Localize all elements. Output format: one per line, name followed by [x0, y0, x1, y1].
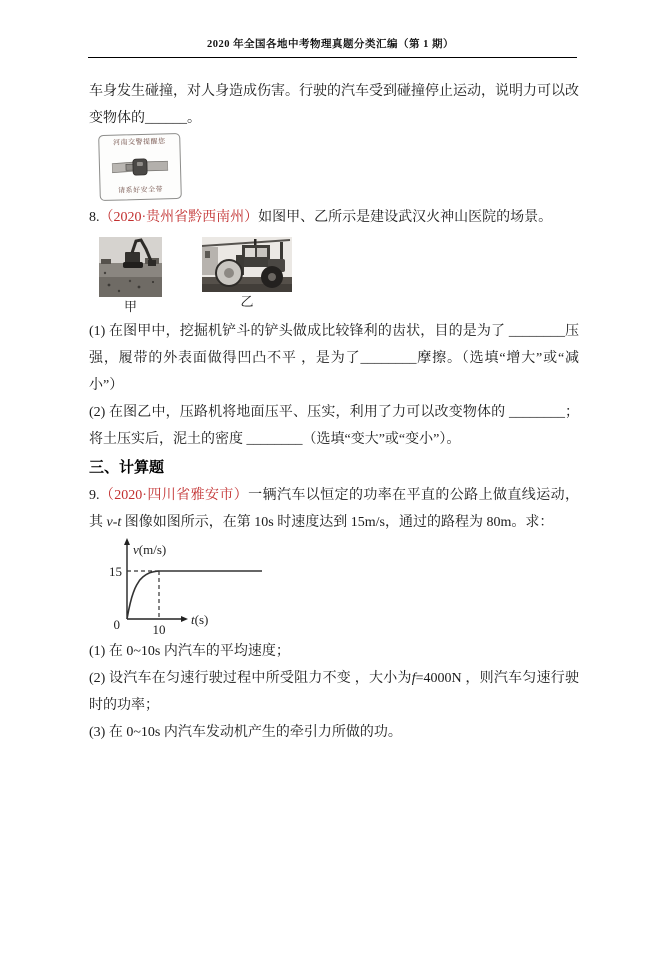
y-tick-15: 15: [109, 564, 122, 579]
sign-top-text: 河南交警提醒您: [113, 138, 166, 147]
q9-part2: [89, 665, 579, 719]
vt-graph-figure: [89, 538, 579, 638]
figure-yi: [202, 237, 292, 315]
page-header-title: 2020 年全国各地中考物理真题分类汇编（第 1 期）: [206, 39, 455, 50]
figure-jia: [99, 237, 162, 315]
sign-bottom-text: 请系好安全带: [118, 186, 164, 195]
question-8-stem: [89, 204, 579, 231]
q9-source: （2020·四川省雅安市）: [99, 488, 249, 503]
q9-vt-symbol: v-t: [106, 515, 122, 530]
seatbelt-buckle-icon: [112, 157, 168, 176]
y-axis-label: v(m/s): [133, 542, 167, 557]
road-roller-photo: [202, 237, 292, 292]
q9-stem-a: 一辆汽车以恒定的功率在平直的公路上做直线运动，其: [89, 488, 579, 530]
q8-part2: (2) 在图乙中，压路机将地面压平、压实，利用了力可以改变物体的 ________；将土压实后，泥土的密度 ________（选填“变大”或“变小”）。: [89, 405, 579, 447]
vt-graph: [89, 538, 279, 638]
q7-continuation-text: 车身发生碰撞，对人身造成伤害。行驶的汽车受到碰撞停止运动，说明力可以改变物体的______。: [89, 84, 579, 126]
q8-source: （2020·贵州省黔西南州）: [99, 210, 259, 225]
document-page: [0, 36, 661, 746]
q8-stem-text: 如图甲、乙所示是建设武汉火神山医院的场景。: [258, 210, 553, 225]
q9-stem-b: 图像如图所示，在第 10s 时速度达到 15m/s，通过的路程为 80m。求：: [121, 515, 554, 530]
seatbelt-sign-image: [98, 133, 182, 201]
q8-number: 8.: [89, 210, 100, 225]
origin-label: 0: [113, 617, 120, 632]
x-axis-label: t(s): [191, 612, 209, 627]
q9-part1: (1) 在 0~10s 内汽车的平均速度；: [89, 644, 290, 659]
q9-part2-a: (2) 设汽车在匀速行驶过程中所受阻力不变 ，大小为: [89, 671, 412, 686]
vt-curve: [127, 571, 159, 619]
q9-part2-b: =4000N ，则汽车匀速行驶时的功率；: [89, 671, 579, 713]
q9-part3: (3) 在 0~10s 内汽车发动机产生的牵引力所做的功。: [89, 725, 402, 740]
header-rule: [88, 57, 577, 58]
q9-number: 9.: [89, 488, 100, 503]
excavator-photo: [99, 237, 162, 297]
x-tick-10: 10: [152, 622, 166, 637]
y-axis-arrow: [124, 538, 130, 545]
q8-part1: (1) 在图甲中，挖掘机铲斗的铲头做成比较锋利的齿状，目的是为了 ________压强，履带的外表面做得凹凸不平 ，是为了________摩擦。（选填“增大”或“减小”）: [89, 324, 579, 393]
figure-jia-label: 甲: [123, 299, 137, 314]
q8-figures: [99, 237, 579, 315]
page-content: [89, 78, 579, 746]
question-9-stem: [89, 482, 579, 536]
q9-f-symbol: f: [411, 671, 416, 686]
figure-yi-label: 乙: [240, 294, 254, 309]
x-axis-arrow: [181, 616, 188, 622]
section-3-title: 三、计算题: [89, 460, 165, 476]
